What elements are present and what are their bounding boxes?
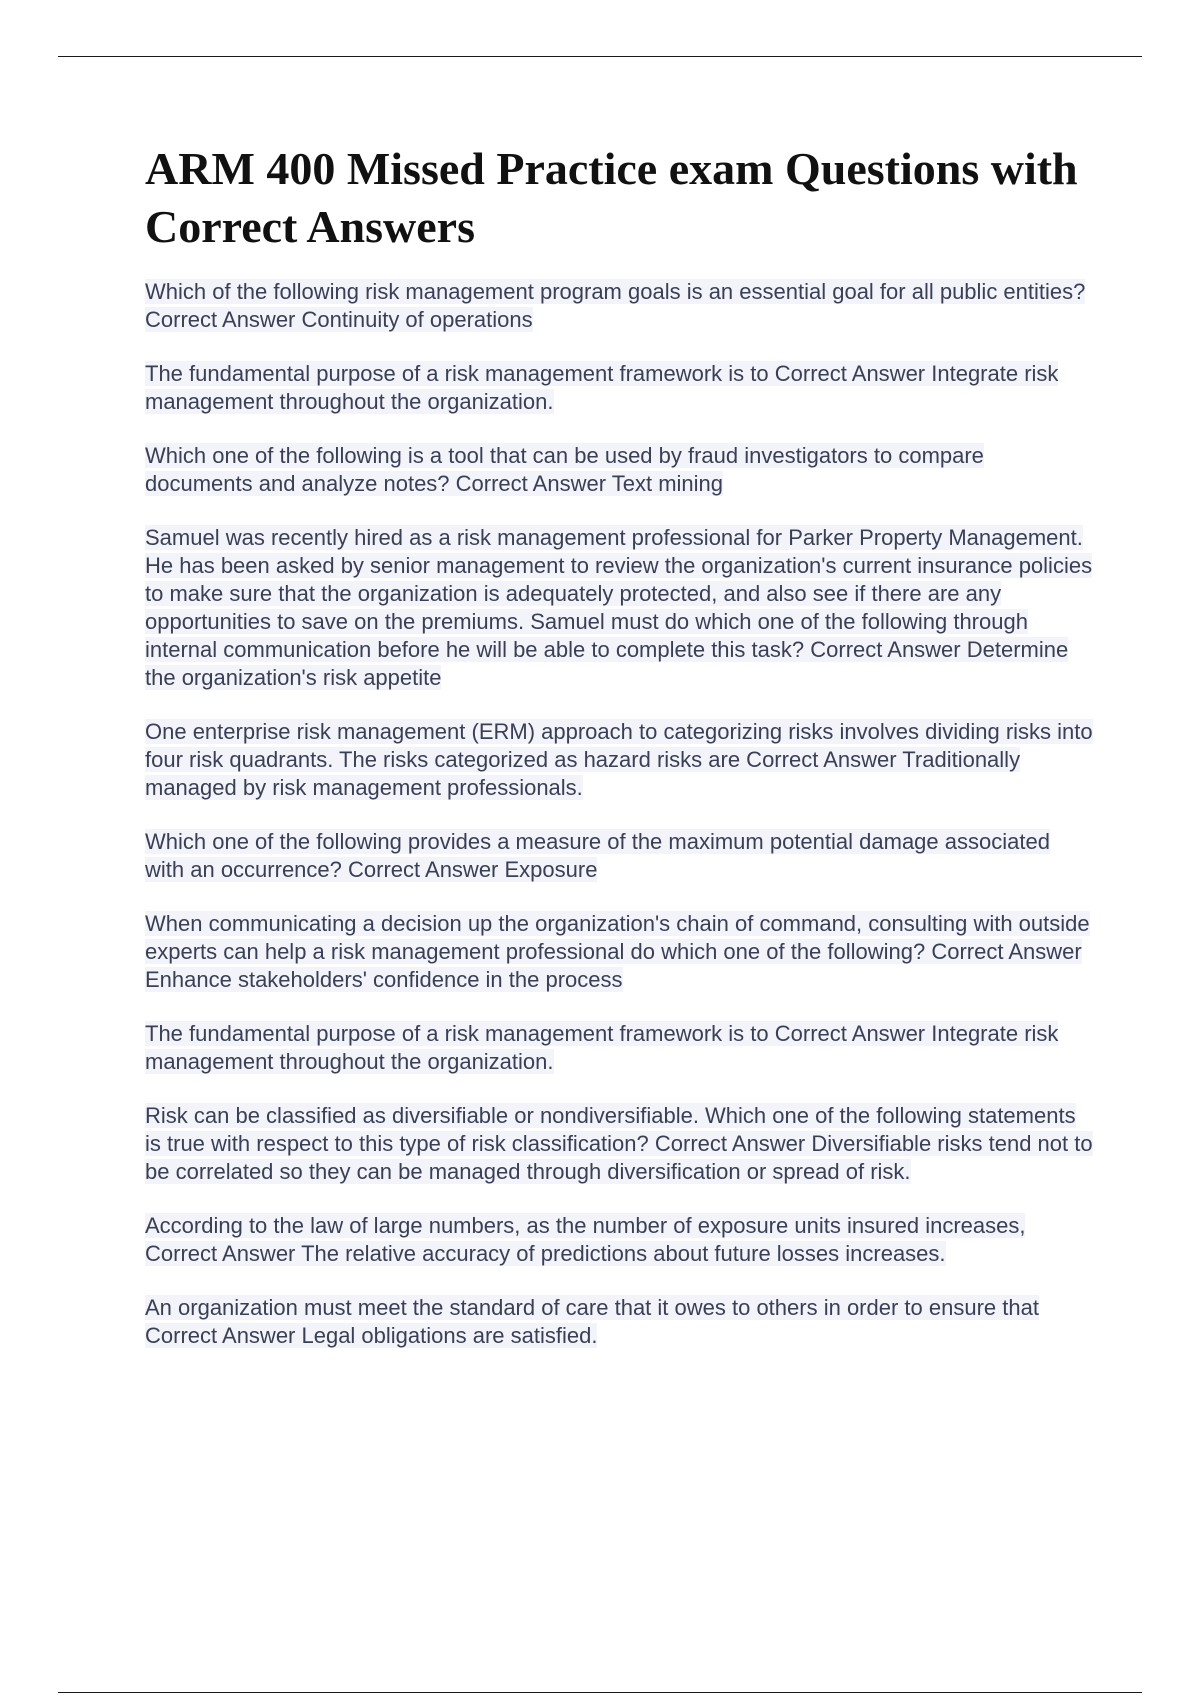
qa-item [145, 524, 1095, 692]
document-body [145, 140, 1095, 1376]
qa-list [145, 278, 1095, 1350]
qa-item [145, 1020, 1095, 1076]
qa-item [145, 442, 1095, 498]
qa-text: When communicating a decision up the organization's chain of command, consulting with outside experts can help a risk management professional do which one of the following? Correct Answer Enhance stakeholders' confidence in the process [145, 911, 1090, 992]
qa-item [145, 828, 1095, 884]
qa-text: One enterprise risk management (ERM) approach to categorizing risks involves dividing risks into four risk quadrants. The risks categorized as hazard risks are Correct Answer Traditionally managed by risk management professionals. [145, 719, 1093, 800]
qa-text: An organization must meet the standard of care that it owes to others in order to ensure that Correct Answer Legal obligations are satisfied. [145, 1295, 1039, 1348]
qa-item [145, 1212, 1095, 1268]
qa-text: Samuel was recently hired as a risk management professional for Parker Property Management. He has been asked by senior management to review the organization's current insurance policies to make sure that the organization is adequately protected, and also see if there are any opportunities to save on the premiums. Samuel must do which one of the following through internal communication before he will be able to complete this task? Correct Answer Determine the organization's risk appetite [145, 525, 1093, 690]
qa-item [145, 1102, 1095, 1186]
qa-text: The fundamental purpose of a risk management framework is to Correct Answer Integrate risk management throughout the organization. [145, 361, 1059, 414]
qa-text: The fundamental purpose of a risk management framework is to Correct Answer Integrate risk management throughout the organization. [145, 1021, 1059, 1074]
qa-text: Which one of the following is a tool that can be used by fraud investigators to compare documents and analyze notes? Correct Answer Text mining [145, 443, 984, 496]
document-title: ARM 400 Missed Practice exam Questions with Correct Answers [145, 143, 1078, 252]
qa-item [145, 278, 1095, 334]
qa-item [145, 360, 1095, 416]
qa-item [145, 1294, 1095, 1350]
qa-item [145, 718, 1095, 802]
bottom-rule [58, 1692, 1142, 1693]
top-rule [58, 56, 1142, 57]
qa-text: Which one of the following provides a measure of the maximum potential damage associated with an occurrence? Correct Answer Exposure [145, 829, 1050, 882]
qa-text: According to the law of large numbers, as the number of exposure units insured increases, Correct Answer The relative accuracy of predictions about future losses increases. [145, 1213, 1026, 1266]
qa-text: Risk can be classified as diversifiable or nondiversifiable. Which one of the following statements is true with respect to this type of risk classification? Correct Answer Diversifiable risks tend not to be correlated so they can be managed through diversification or spread of risk. [145, 1103, 1093, 1184]
qa-item [145, 910, 1095, 994]
qa-text: Which of the following risk management program goals is an essential goal for all public entities? Correct Answer Continuity of operations [145, 279, 1086, 332]
